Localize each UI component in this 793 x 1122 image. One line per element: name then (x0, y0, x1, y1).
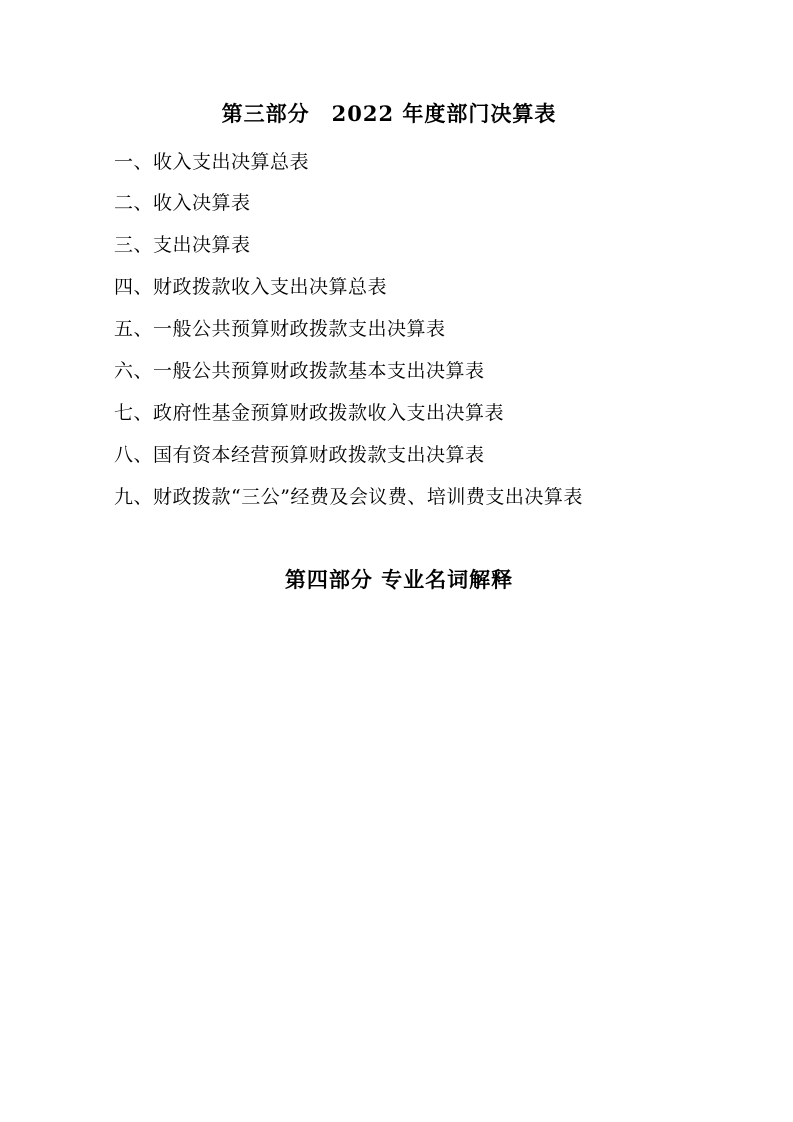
list-item: 四、财政拨款收入支出决算总表 (114, 276, 388, 299)
section-fourth-heading: 第四部分 专业名词解释 (284, 566, 514, 592)
list-item: 六、一般公共预算财政拨款基本支出决算表 (114, 359, 485, 382)
list-item: 八、国有资本经营预算财政拨款支出决算表 (114, 443, 485, 466)
section-third-heading: 第三部分 2022 年度部门决算表 (221, 101, 557, 126)
list-item: 三、支出决算表 (114, 234, 251, 257)
table-of-contents-list (110, 152, 698, 508)
list-item: 五、一般公共预算财政拨款支出决算表 (114, 318, 446, 341)
list-item: 一、收入支出决算总表 (114, 150, 310, 173)
list-item: 七、政府性基金预算财政拨款收入支出决算表 (114, 401, 505, 424)
list-item: 二、收入决算表 (114, 192, 251, 215)
list-item: 九、财政拨款“三公”经费及会议费、培训费支出决算表 (114, 485, 583, 508)
